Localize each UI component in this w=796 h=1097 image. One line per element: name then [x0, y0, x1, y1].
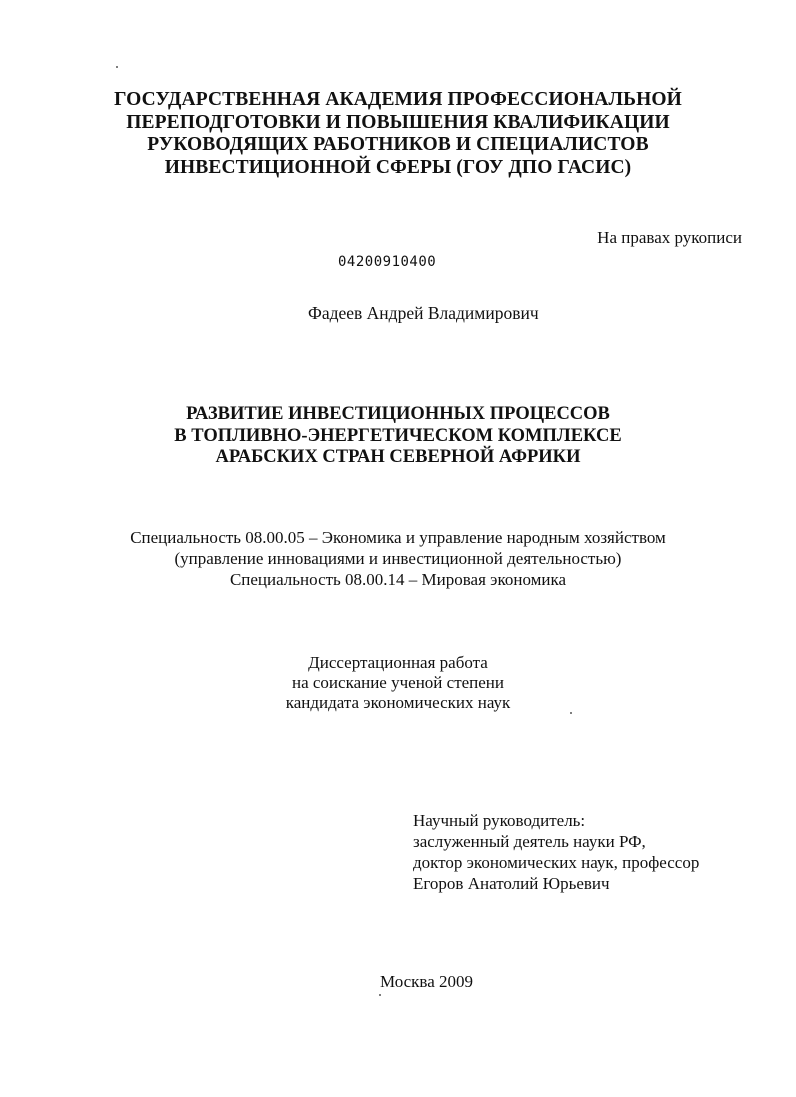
dissertation-title: [100, 404, 696, 469]
supervisor-line: Егоров Анатолий Юрьевич: [413, 874, 610, 893]
title-line: АРАБСКИХ СТРАН СЕВЕРНОЙ АФРИКИ: [215, 447, 581, 467]
supervisor-line: Научный руководитель:: [413, 811, 586, 830]
supervisor-line: доктор экономических наук, профессор: [413, 853, 700, 872]
institution-line: ПЕРЕПОДГОТОВКИ И ПОВЫШЕНИЯ КВАЛИФИКАЦИИ: [126, 111, 670, 133]
scan-speck: [116, 66, 118, 68]
city-year: Москва 2009: [380, 972, 474, 991]
rights-note: На правах рукописи: [597, 228, 742, 247]
title-line: РАЗВИТИЕ ИНВЕСТИЦИОННЫХ ПРОЦЕССОВ: [186, 404, 610, 424]
institution-name: [60, 89, 736, 179]
specialty-line: (управление инновациями и инвестиционной деятельностью): [174, 549, 622, 568]
specialty-line: Специальность 08.00.05 – Экономика и управление народным хозяйством: [130, 528, 666, 547]
scan-speck: [379, 994, 381, 996]
document-number: 04200910400: [338, 254, 437, 270]
institution-line: ГОСУДАРСТВЕННАЯ АКАДЕМИЯ ПРОФЕССИОНАЛЬНОЙ: [114, 89, 682, 110]
institution-line: РУКОВОДЯЩИХ РАБОТНИКОВ И СПЕЦИАЛИСТОВ: [147, 134, 649, 155]
degree-line: Диссертационная работа: [308, 653, 488, 672]
specialty-line: Специальность 08.00.14 – Мировая экономика: [229, 570, 567, 589]
degree-line: кандидата экономических наук: [285, 693, 511, 712]
title-line: В ТОПЛИВНО-ЭНЕРГЕТИЧЕСКОМ КОМПЛЕКСЕ: [174, 425, 622, 446]
scan-speck: [570, 712, 572, 714]
author-name: Фадеев Андрей Владимирович: [308, 303, 539, 323]
degree-block: [232, 653, 564, 713]
degree-line: на соискание ученой степени: [291, 673, 505, 692]
supervisor-line: заслуженный деятель науки РФ,: [413, 832, 646, 851]
supervisor-block: [413, 810, 699, 894]
institution-line: ИНВЕСТИЦИОННОЙ СФЕРЫ (ГОУ ДПО ГАСИС): [164, 156, 632, 178]
specialty-block: [60, 527, 736, 590]
